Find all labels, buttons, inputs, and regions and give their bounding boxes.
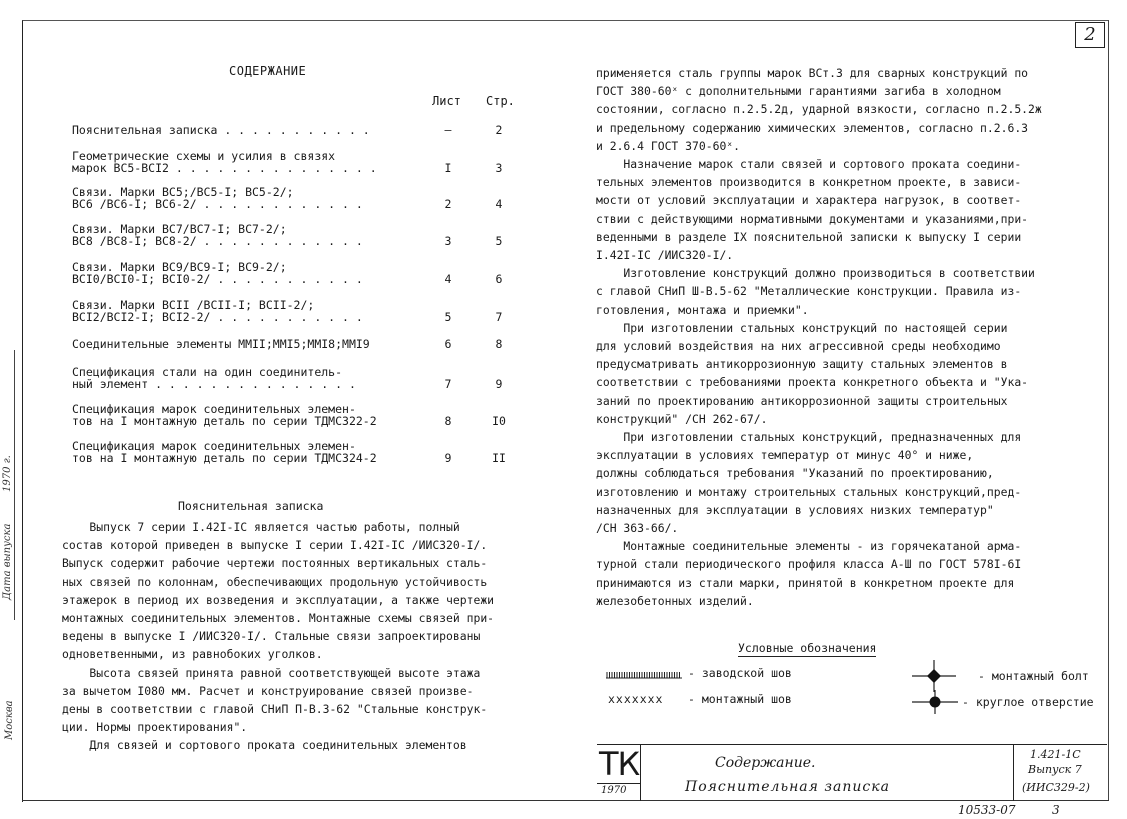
toc-row-text: тов на I монтажную деталь по серии ТДМС322-2: [72, 414, 377, 428]
toc-row-page: 3: [495, 161, 503, 175]
toc-row-text: Связи. Марки ВСII /ВСII-I; ВСII-2/;: [72, 298, 315, 312]
toc-col-page: Стр.: [486, 94, 515, 108]
toc-col-sheet: Лист: [432, 94, 461, 108]
toc-row-page: 8: [495, 337, 503, 351]
toc-row-text: Геометрические схемы и усилия в связях: [72, 149, 336, 163]
stamp-year: 1970: [601, 785, 627, 796]
toc-row-page: 5: [495, 234, 503, 248]
toc-row-sheet: 7: [444, 377, 452, 391]
side-date-label: Дата выпуска: [2, 523, 13, 600]
stamp-code-3: (ИИС329-2): [1022, 781, 1090, 794]
toc-row-text: Связи. Марки ВС9/ВС9-I; ВС9-2/;: [72, 260, 287, 274]
hole-symbol-icon: [912, 690, 958, 714]
toc-row-text: Связи. Марки ВС7/ВС7-I; ВС7-2/;: [72, 222, 287, 236]
note-right-column: применяется сталь группы марок ВСт.3 для сварных конструкций по ГОСТ 380-60ˣ с дополнительными гарантиями загиба в холодном состоянии, согласно п.2.5.2д, ударной вязкости, согласно п.2.5.2ж и предельному содержанию химических элементов, согласно п.2.6.3 и 2.6.4 ГОСТ 370-60ˣ. Назначение марок стали связей и сортового проката соедини- тельных элементов производится в конкретном проекте, в зависи- мости от условий эксплуатации и характера нагрузок, в соответ- ствии с действующими нормативными документами и указаниями,при- веденными в разделе IX пояснительной записки к выпуску I серии I.42I-IC /ИИС320-I/. Изготовление конструкций должно производиться в соответствии с главой СНиП Ш-В.5-62 "Металлические конструкции. Правила из- готовления, монтажа и приемки". При изготовлении стальных конструкций по настоящей серии для условий воздействия на них агрессивной среды необходимо предусматривать антикоррозионную защиту стальных элементов в соответствии с требованиями проекта конкретного объекта и "Ука- заний по проектированию антикоррозионной защиты строительных конструкций" /СН 262-67/. При изготовлении стальных конструкций, предназначенных для эксплуатации в условиях температур от минус 40° и ниже, должны соблюдаться требования "Указаний по проектированию, изготовлению и монтажу строительных стальных конструкций,пред- назначенных для эксплуатации в условиях низких температур" /СН 363-66/. Монтажные соединительные элементы - из горячекатаной арма- турной стали периодического профиля класса А-Ш по ГОСТ 578I-6I принимаются из стали марки, принятой в конкретном проекте для железобетонных изделий.: [596, 66, 1042, 608]
toc-row: [72, 261, 522, 285]
note-left-column: Выпуск 7 серии I.42I-IC является частью работы, полный состав которой приведен в выпуске I серии I.42I-IC /ИИС320-I/. Выпуск содержит рабочие чертежи постоянных вертикальных сталь- ных связей по колоннам, обеспечивающих продольную устойчивость этажерок в период их возведения и эксплуатации, а также чертежи монтажных соединительных элементов. Монтажные схемы связей при- ведены в выпуске I /ИИС320-I/. Стальные связи запроектированы одноветвенными, из равнобоких уголков. Высота связей принята равной соответствующей высоте этажа за вычетом I080 мм. Расчет и конструирование связей произве- дены в соответствии с главой СНиП П-В.3-62 "Стальные конструк- ции. Нормы проектирования". Для связей и сортового проката соединительных элементов: [62, 520, 495, 753]
toc-row-text: тов на I монтажную деталь по серии ТДМС324-2: [72, 451, 377, 465]
toc-row-page: II: [492, 451, 506, 465]
stamp-code-1: 1.421-1C: [1030, 748, 1081, 761]
toc-row-text: ВСI0/ВСI0-I; ВСI0-2/ . . . . . . . . . . .: [72, 272, 363, 286]
legend-hole: - круглое отверстие: [962, 695, 1094, 709]
legend-site-weld: - монтажный шов: [688, 692, 792, 706]
stamp-code-cell: [1013, 745, 1108, 801]
toc-row: [72, 186, 522, 210]
stamp-code-2: Выпуск 7: [1028, 763, 1082, 776]
toc-row-sheet: —: [444, 123, 452, 137]
toc-row: [72, 299, 522, 323]
site-weld-symbol-icon: xxxxxxx: [608, 692, 664, 706]
toc-row-text: марок ВС5-ВСI2 . . . . . . . . . . . . . . .: [72, 161, 377, 175]
shop-weld-symbol-icon: [606, 668, 682, 680]
legend-bolt: - монтажный болт: [978, 669, 1089, 683]
toc-row-page: I0: [492, 414, 506, 428]
legend-shop-weld: - заводской шов: [688, 666, 792, 680]
toc-row-text: Соединительные элементы ММII;ММI5;ММI8;ММI9: [72, 337, 370, 351]
toc-row: [72, 440, 522, 464]
legend-title: Условные обозначения: [738, 641, 877, 655]
stamp-title-2: Пояснительная записка: [685, 779, 890, 795]
bolt-symbol-icon: [912, 660, 956, 694]
toc-row: [72, 124, 522, 136]
toc-row-text: ВС6 /ВС6-I; ВС6-2/ . . . . . . . . . . . .: [72, 197, 363, 211]
stamp-divider: [597, 783, 640, 784]
toc-row: [72, 366, 522, 390]
toc-row-text: ный элемент . . . . . . . . . . . . . . .: [72, 377, 356, 391]
toc-row: [72, 223, 522, 247]
side-year: 1970 г.: [2, 455, 13, 492]
toc-row-page: 6: [495, 272, 503, 286]
toc-row-text: Пояснительная записка . . . . . . . . . . .: [72, 123, 370, 137]
toc-row-sheet: 2: [444, 197, 452, 211]
toc-row: [72, 150, 522, 174]
toc-title: СОДЕРЖАНИЕ: [229, 64, 307, 78]
toc-row-text: ВСI2/ВСI2-I; ВСI2-2/ . . . . . . . . . . .: [72, 310, 363, 324]
toc-row-sheet: 8: [444, 414, 452, 428]
page-number: 2: [1075, 22, 1105, 48]
toc-row-text: Спецификация марок соединительных элемен-: [72, 439, 356, 453]
title-stamp: [597, 744, 1107, 801]
note-title: Пояснительная записка: [178, 499, 324, 513]
toc-row: [72, 338, 522, 350]
toc-row-text: Спецификация стали на один соединитель-: [72, 365, 343, 379]
toc-row-page: 2: [495, 123, 503, 137]
toc-row-sheet: 9: [444, 451, 452, 465]
sheet-number: 3: [1052, 803, 1060, 817]
frame-right-edge: [1108, 20, 1109, 801]
toc-row-sheet: 4: [444, 272, 452, 286]
side-city: Москва: [4, 700, 15, 740]
stamp-title-1: Содержание.: [715, 755, 816, 771]
toc-row-text: Спецификация марок соединительных элемен-: [72, 402, 356, 416]
toc-row-text: ВС8 /ВС8-I; ВС8-2/ . . . . . . . . . . . .: [72, 234, 363, 248]
toc-row-page: 4: [495, 197, 503, 211]
toc-row-page: 7: [495, 310, 503, 324]
toc-row-page: 9: [495, 377, 503, 391]
toc-row-sheet: 6: [444, 337, 452, 351]
toc-row-text: Связи. Марки ВС5;/ВС5-I; ВС5-2/;: [72, 185, 294, 199]
toc-row: [72, 403, 522, 427]
sheet-code: 10533-07: [958, 803, 1016, 817]
toc-row-sheet: I: [444, 161, 452, 175]
stamp-org: ТК: [599, 745, 640, 783]
toc-row-sheet: 5: [444, 310, 452, 324]
toc-row-sheet: 3: [444, 234, 452, 248]
stamp-org-cell: [597, 745, 641, 801]
